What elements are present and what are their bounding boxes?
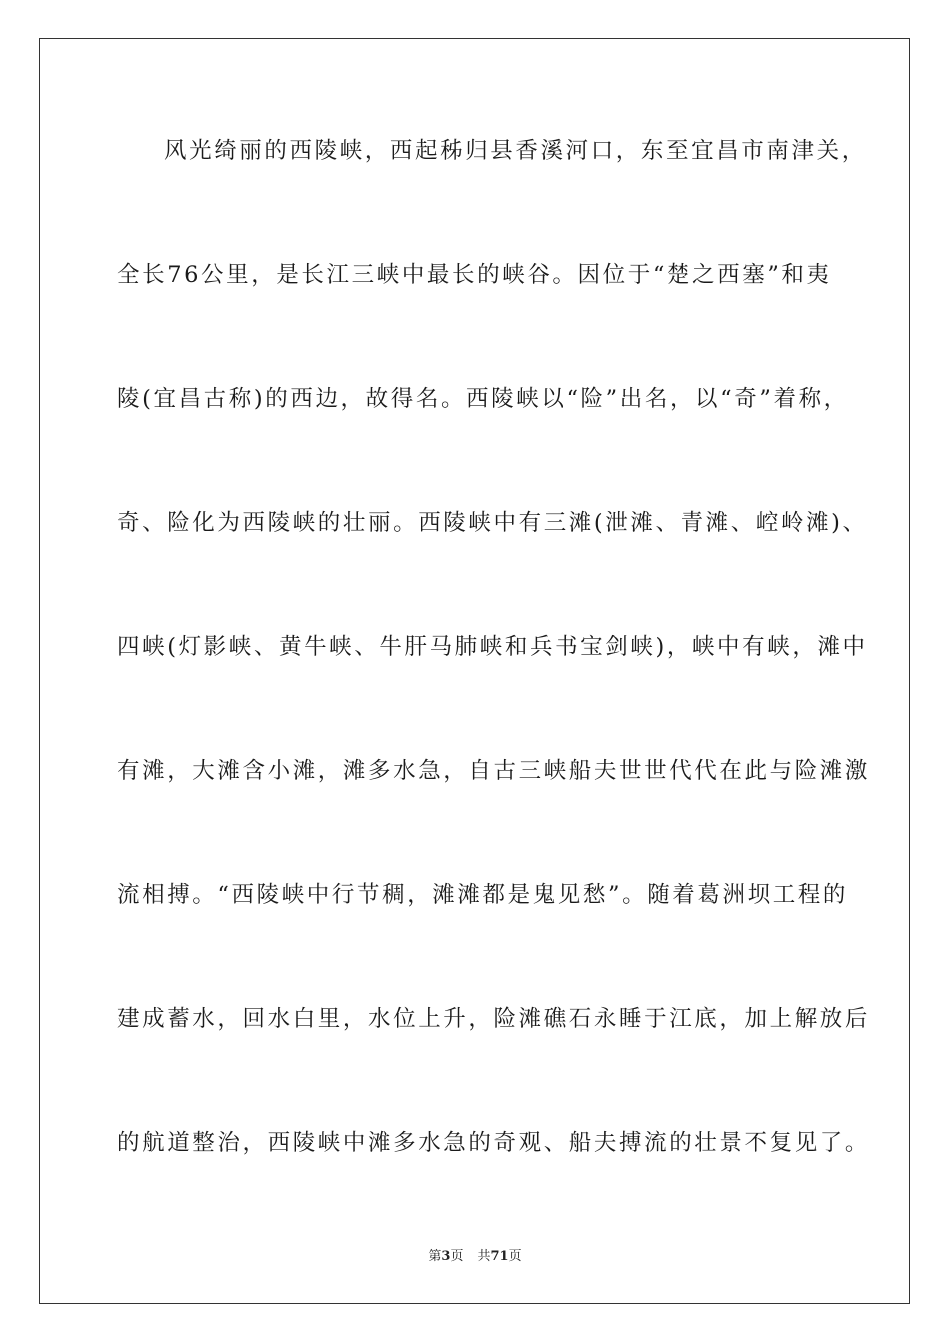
text-line-4: 奇、险化为西陵峡的壮丽。西陵峡中有三滩(泄滩、青滩、崆岭滩)、	[117, 510, 868, 536]
total-suffix: 页	[508, 1249, 522, 1264]
page-prefix: 第	[428, 1249, 442, 1264]
text-line-7: 流相搏。“西陵峡中行节稠，滩滩都是鬼见愁”。随着葛洲坝工程的	[117, 882, 849, 908]
page-number: 3	[441, 1249, 451, 1264]
text-line-6: 有滩，大滩含小滩，滩多水急，自古三峡船夫世世代代在此与险滩激	[117, 758, 871, 784]
page-footer	[0, 1248, 950, 1266]
page-border	[39, 38, 910, 1304]
total-prefix: 共	[477, 1249, 491, 1264]
page-suffix: 页	[450, 1249, 464, 1264]
text-line-5: 四峡(灯影峡、黄牛峡、牛肝马肺峡和兵书宝剑峡)，峡中有峡，滩中	[117, 634, 868, 660]
text-line-3: 陵(宜昌古称)的西边，故得名。西陵峡以“险”出名，以“奇”着称，	[117, 386, 849, 412]
text-line-2: 全长76公里，是长江三峡中最长的峡谷。因位于“楚之西塞”和夷	[117, 262, 832, 288]
text-line-1: 风光绮丽的西陵峡，西起秭归县香溪河口，东至宜昌市南津关，	[164, 138, 867, 164]
text-line-9: 的航道整治，西陵峡中滩多水急的奇观、船夫搏流的壮景不复见了。	[117, 1130, 871, 1156]
total-pages: 71	[490, 1249, 509, 1264]
text-line-8: 建成蓄水，回水白里，水位上升，险滩礁石永睡于江底，加上解放后	[117, 1006, 871, 1032]
